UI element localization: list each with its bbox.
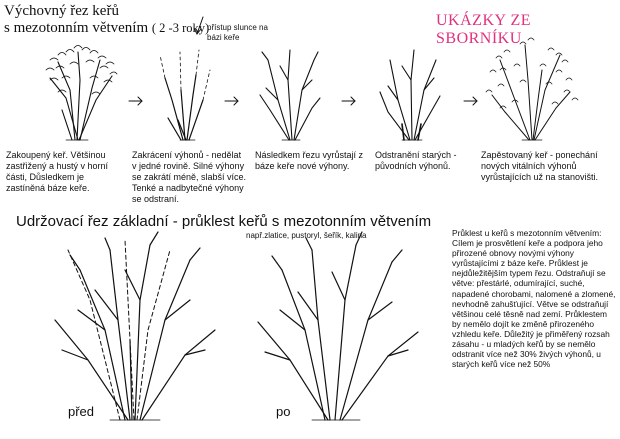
title-line-1: Výchovný řez keřů bbox=[4, 3, 119, 19]
label-after: po bbox=[276, 404, 291, 419]
shrub-1-drawing bbox=[46, 46, 117, 141]
step-2-caption: Zakrácení výhonů - nedělat v jedné rovině. Silné výhony se zakrátí méně, slabší více. Tenké a nadbytečné výhony se odstraní. bbox=[132, 150, 247, 204]
source-tag: UKÁZKY ZE SBORNÍKU bbox=[436, 12, 531, 47]
step-3-caption: Následkem řezu vyrůstají z báze keře nové výhony. bbox=[255, 150, 364, 171]
title-age: ( 2 -3 roky) bbox=[151, 21, 210, 35]
section2-title: Udržovací řez základní - průklest keřů s mezotonním větvením bbox=[16, 213, 432, 230]
plant-examples: např.zlatice, pustoryl, šeřík, kalina bbox=[246, 231, 367, 240]
label-before: před bbox=[68, 404, 95, 419]
shrub-2-drawing bbox=[160, 50, 210, 140]
arrow-right-icon bbox=[129, 97, 142, 105]
step-5-caption: Zapěstovaný keř - ponechání nových vitálních výhonů vyrůstajících už na stanovišti. bbox=[481, 150, 599, 182]
step-1-caption: Zakoupený keř. Většinou zastřižený a hustý v horní části, Důsledkem je zastíněná báze keře. bbox=[6, 150, 109, 193]
sun-note: přístup slunce na bázi keře bbox=[207, 23, 268, 42]
sun-arrow-icon bbox=[197, 17, 203, 34]
shrub-3-drawing bbox=[260, 50, 320, 140]
shrub-before-drawing bbox=[55, 232, 215, 420]
pruning-paragraph: Průklest u keřů s mezotonním větvením: Cílem je prosvětlení keře a podpora jeho přirozené obnovy novými výhony vyrůstajícími z báze keře. Průklest je nejdůležitějším typem řezu. Odstraňují se větve: přestárlé, odumírající, suché, napadené chorobami, nalomené a zlomené, nevhodně zahušťující. Větve se odstraňují většinou celé těsně nad zemí. Průklestem by nemělo dojít ke změně přirozeného vzhledu keře. Důležitý je přiměřený rozsah zásahu - u mladých keřů by se nemělo odstranit více než 30% živých výhonů, u starých keřů více než 50% bbox=[452, 228, 616, 370]
step-4-caption: Odstranění starých - původních výhonů. bbox=[375, 150, 457, 171]
shrub-after-drawing bbox=[258, 232, 418, 420]
title-line-2: s mezotonním větvením ( 2 -3 roky) bbox=[4, 20, 210, 36]
shrub-4-drawing bbox=[380, 50, 440, 140]
shrub-5-drawing bbox=[486, 38, 578, 140]
